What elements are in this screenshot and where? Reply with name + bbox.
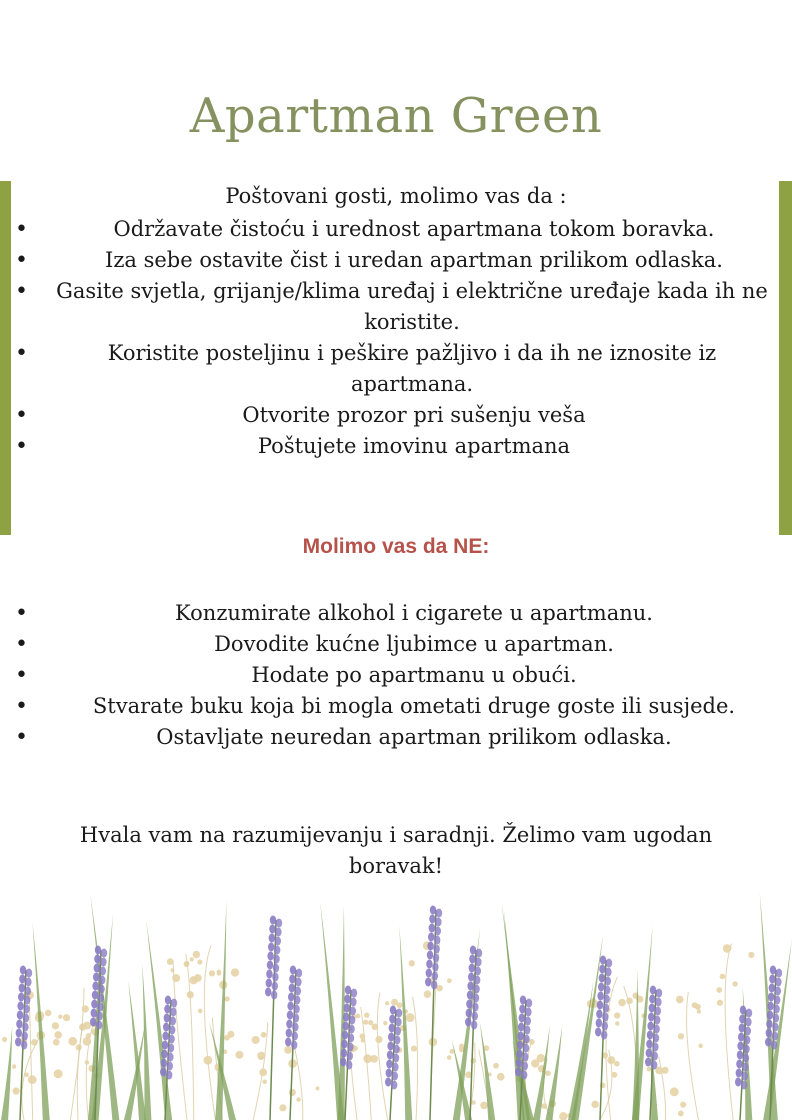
bullet-icon: • xyxy=(15,725,28,750)
dont-heading: Molimo vas da NE: xyxy=(302,535,490,558)
do-list xyxy=(0,214,792,462)
closing-message: Hvala vam na razumijevanju i saradnji. Želimo vam ugodan boravak! xyxy=(79,823,713,878)
bullet-icon: • xyxy=(15,341,28,366)
bullet-icon: • xyxy=(15,248,28,273)
bullet-icon: • xyxy=(15,601,28,626)
list-item: • Hodate po apartmanu u obući. xyxy=(0,660,792,691)
bullet-icon: • xyxy=(15,434,28,459)
list-item: • Iza sebe ostavite čist i uredan apartman prilikom odlaska. xyxy=(0,245,792,276)
bullet-icon: • xyxy=(15,279,28,304)
dont-list xyxy=(0,598,792,753)
lavender-flowers-icon xyxy=(0,890,792,1120)
page-title: Apartman Green xyxy=(189,88,603,144)
list-item: • Poštujete imovinu apartmana xyxy=(0,431,792,462)
list-item: • Gasite svjetla, grijanje/klima uređaj i električne uređaje kada ih ne koristite. xyxy=(0,276,792,338)
list-item: • Stvarate buku koja bi mogla ometati druge goste ili susjede. xyxy=(0,691,792,722)
intro-text: Poštovani gosti, molimo vas da : xyxy=(225,184,567,208)
bullet-icon: • xyxy=(15,663,28,688)
bullet-icon: • xyxy=(15,403,28,428)
bullet-icon: • xyxy=(15,632,28,657)
list-item: • Dovodite kućne ljubimce u apartman. xyxy=(0,629,792,660)
list-item: • Održavate čistoću i urednost apartmana tokom boravka. xyxy=(0,214,792,245)
list-item: • Ostavljate neuredan apartman prilikom odlaska. xyxy=(0,722,792,753)
list-item: • Konzumirate alkohol i cigarete u apartmanu. xyxy=(0,598,792,629)
list-item: • Koristite posteljinu i peškire pažljivo i da ih ne iznosite iz apartmana. xyxy=(0,338,792,400)
bullet-icon: • xyxy=(15,694,28,719)
list-item: • Otvorite prozor pri sušenju veša xyxy=(0,400,792,431)
bullet-icon: • xyxy=(15,217,28,242)
